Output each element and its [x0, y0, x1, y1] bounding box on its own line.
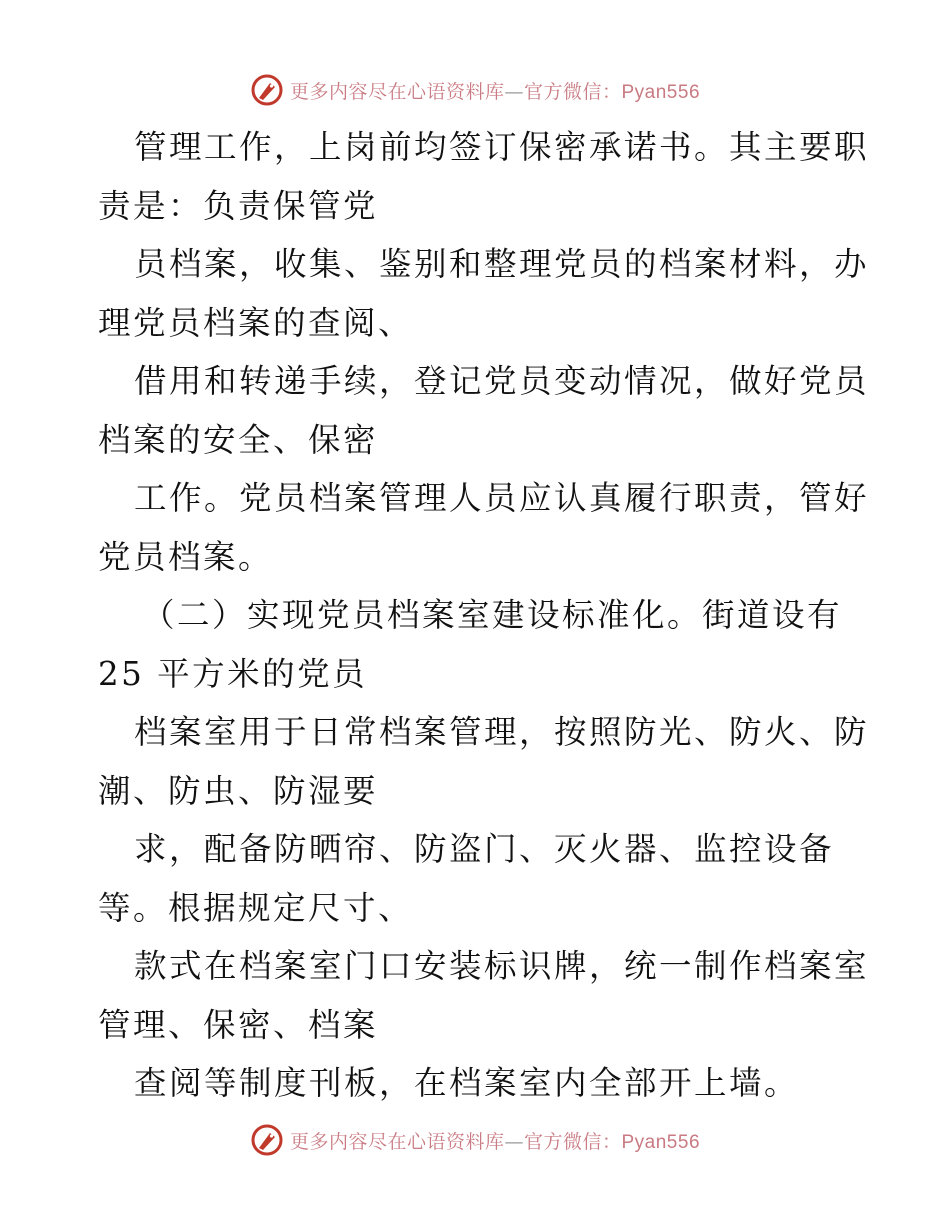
text-line: 查阅等制度刊板，在档案室内全部开上墙。: [134, 1064, 800, 1102]
text-line: 25 平方米的党员: [98, 654, 368, 693]
watermark-text: [290, 1127, 700, 1154]
watermark-text: [290, 77, 700, 104]
watermark-contact-label: 官方微信：: [523, 1130, 622, 1153]
text-line: 潮、防虫、防湿要: [98, 771, 379, 810]
footer-watermark: [0, 1118, 950, 1162]
text-line: 责是：负责保管党: [98, 186, 379, 225]
header-watermark: [0, 68, 950, 112]
watermark-separator: —: [504, 80, 524, 103]
document-body: [98, 118, 870, 1113]
watermark-contact-id: Pyan556: [621, 1131, 701, 1153]
text-line: 档案室用于日常档案管理，按照防光、防火、防: [134, 713, 870, 751]
text-line: 管理、保密、档案: [98, 1005, 379, 1044]
pen-nib-circle-icon: [250, 73, 284, 107]
text-line: 求，配备防晒帘、防盗门、灭火器、监控设备: [134, 830, 835, 868]
text-line: 档案的安全、保密: [98, 420, 379, 459]
watermark-contact-id: Pyan556: [621, 81, 701, 103]
text-line: 党员档案。: [98, 537, 274, 576]
text-line: 管理工作，上岗前均签订保密承诺书。其主要职: [134, 128, 870, 166]
text-line: 等。根据规定尺寸、: [98, 888, 414, 927]
text-line: （二）实现党员档案室建设标准化。街道设有: [142, 596, 843, 634]
text-line: 款式在档案室门口安装标识牌，统一制作档案室: [134, 947, 870, 985]
watermark-brand: 更多内容尽在心语资料库: [289, 1130, 505, 1153]
text-line: 员档案，收集、鉴别和整理党员的档案材料，办: [134, 245, 870, 283]
watermark-separator: —: [504, 1130, 524, 1153]
watermark-contact-label: 官方微信：: [523, 80, 622, 103]
watermark-brand: 更多内容尽在心语资料库: [289, 80, 505, 103]
text-line: 工作。党员档案管理人员应认真履行职责，管好: [134, 479, 870, 517]
text-line: 借用和转递手续，登记党员变动情况，做好党员: [134, 362, 870, 400]
pen-nib-circle-icon: [250, 1123, 284, 1157]
text-line: 理党员档案的查阅、: [98, 303, 414, 342]
